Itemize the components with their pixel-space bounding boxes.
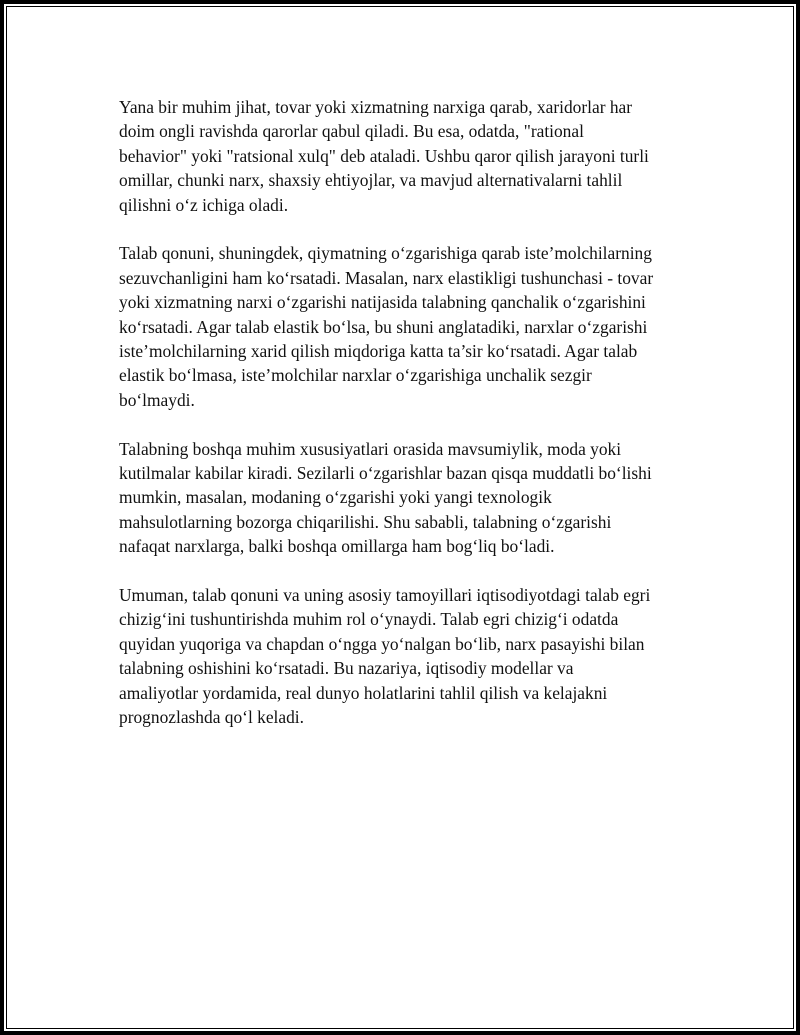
- paragraph-1: [119, 95, 699, 217]
- text-line: mahsulotlarning bozorga chiqarilishi. Shu sababli, talabning o‘zgarishi: [119, 511, 612, 532]
- text-line: nafaqat narxlarga, balki boshqa omillarga ham bog‘liq bo‘ladi.: [119, 536, 555, 557]
- text-line: qilishni o‘z ichiga oladi.: [119, 194, 289, 215]
- text-line: Umuman, talab qonuni va uning asosiy tamoyillari iqtisodiyotdagi talab egri: [119, 585, 651, 606]
- paragraph-3: [119, 437, 699, 559]
- text-line: behavior" yoki "ratsional xulq" deb ataladi. Ushbu qaror qilish jarayoni turli: [119, 145, 649, 166]
- text-line: yoki xizmatning narxi o‘zgarishi natijasida talabning qanchalik o‘zgarishini: [119, 292, 646, 313]
- text-line: prognozlashda qo‘l keladi.: [119, 707, 304, 728]
- text-line: talabning oshishini ko‘rsatadi. Bu nazariya, iqtisodiy modellar va: [119, 658, 574, 679]
- text-line: Talabning boshqa muhim xususiyatlari orasida mavsumiylik, moda yoki: [119, 438, 622, 459]
- document-body: [119, 95, 699, 754]
- text-line: elastik bo‘lmasa, iste’molchilar narxlar o‘zgarishiga unchalik sezgir: [119, 365, 592, 386]
- text-line: kutilmalar kabilar kiradi. Sezilarli o‘zgarishlar bazan qisqa muddatli bo‘lishi: [119, 463, 652, 484]
- text-line: iste’molchilarning xarid qilish miqdoriga katta ta’sir ko‘rsatadi. Agar talab: [119, 341, 638, 362]
- paragraph-4: [119, 583, 699, 729]
- text-line: chizig‘ini tushuntirishda muhim rol o‘ynaydi. Talab egri chizig‘i odatda: [119, 609, 619, 630]
- text-line: Talab qonuni, shuningdek, qiymatning o‘zgarishiga qarab iste’molchilarning: [119, 243, 652, 264]
- text-line: Yana bir muhim jihat, tovar yoki xizmatning narxiga qarab, xaridorlar har: [119, 97, 633, 117]
- paragraph-2: [119, 241, 699, 412]
- text-line: quyidan yuqoriga va chapdan o‘ngga yo‘nalgan bo‘lib, narx pasayishi bilan: [119, 633, 645, 654]
- text-line: bo‘lmaydi.: [119, 389, 195, 410]
- text-line: omillar, chunki narx, shaxsiy ehtiyojlar, va mavjud alternativalarni tahlil: [119, 170, 623, 191]
- text-line: ko‘rsatadi. Agar talab elastik bo‘lsa, bu shuni anglatadiki, narxlar o‘zgarishi: [119, 316, 648, 337]
- text-line: doim ongli ravishda qarorlar qabul qiladi. Bu esa, odatda, "rational: [119, 121, 584, 142]
- text-line: mumkin, masalan, modaning o‘zgarishi yoki yangi texnologik: [119, 487, 552, 508]
- text-line: sezuvchanligini ham ko‘rsatadi. Masalan, narx elastikligi tushunchasi - tovar: [119, 267, 654, 288]
- text-line: amaliyotlar yordamida, real dunyo holatlarini tahlil qilish va kelajakni: [119, 682, 608, 703]
